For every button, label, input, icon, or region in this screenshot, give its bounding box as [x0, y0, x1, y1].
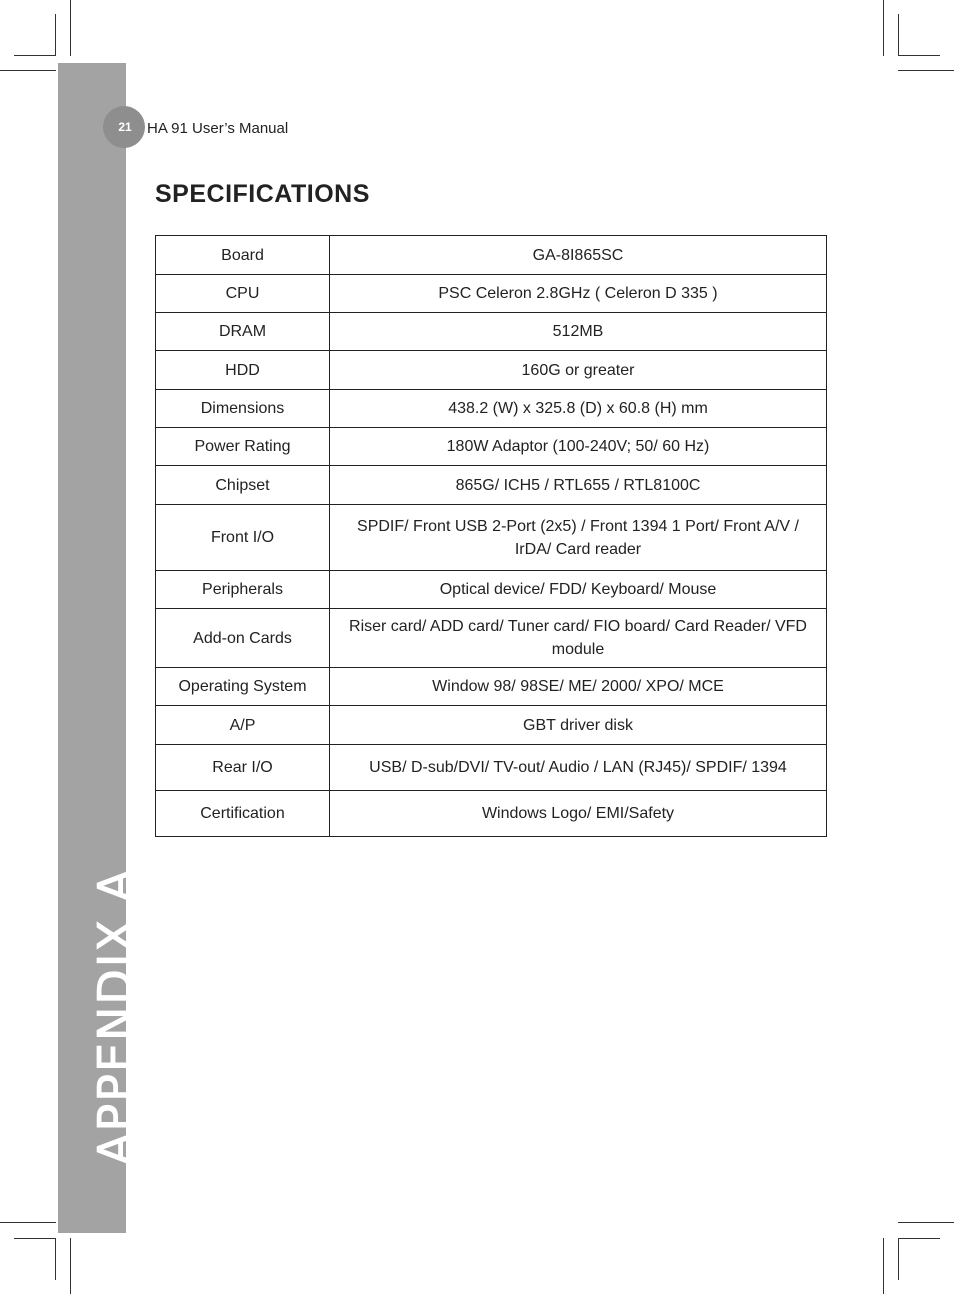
crop-mark	[898, 1222, 954, 1223]
spec-label: Add-on Cards	[156, 609, 330, 668]
crop-mark	[898, 1238, 899, 1280]
table-row	[156, 571, 827, 609]
spec-label: Rear I/O	[156, 745, 330, 791]
page-title: SPECIFICATIONS	[155, 180, 370, 208]
spec-value: 865G/ ICH5 / RTL655 / RTL8100C	[330, 466, 827, 505]
spec-label: Peripherals	[156, 571, 330, 609]
spec-value: 160G or greater	[330, 351, 827, 390]
spec-label: Power Rating	[156, 428, 330, 466]
crop-mark	[883, 0, 884, 56]
spec-label: Chipset	[156, 466, 330, 505]
page-number-badge: 21	[103, 106, 145, 148]
spec-value: Windows Logo/ EMI/Safety	[330, 791, 827, 837]
spec-value: PSC Celeron 2.8GHz ( Celeron D 335 )	[330, 275, 827, 313]
crop-mark	[898, 70, 954, 71]
spec-label: DRAM	[156, 313, 330, 351]
crop-mark	[55, 14, 56, 56]
crop-mark	[0, 70, 56, 71]
spec-value: SPDIF/ Front USB 2-Port (2x5) / Front 1394 1 Port/ Front A/V / IrDA/ Card reader	[330, 505, 827, 571]
table-row	[156, 390, 827, 428]
crop-mark	[898, 55, 940, 56]
spec-value: 438.2 (W) x 325.8 (D) x 60.8 (H) mm	[330, 390, 827, 428]
spec-label: A/P	[156, 706, 330, 745]
spec-value: USB/ D-sub/DVI/ TV-out/ Audio / LAN (RJ45)/ SPDIF/ 1394	[330, 745, 827, 791]
table-row	[156, 609, 827, 668]
crop-mark	[14, 55, 56, 56]
spec-value: 180W Adaptor (100-240V; 50/ 60 Hz)	[330, 428, 827, 466]
spec-value: 512MB	[330, 313, 827, 351]
spec-value: Optical device/ FDD/ Keyboard/ Mouse	[330, 571, 827, 609]
spec-label: Front I/O	[156, 505, 330, 571]
spec-value: GBT driver disk	[330, 706, 827, 745]
spec-label: Dimensions	[156, 390, 330, 428]
specifications-table	[155, 235, 827, 837]
table-row	[156, 505, 827, 571]
table-row	[156, 428, 827, 466]
manual-title: HA 91 User’s Manual	[147, 120, 289, 137]
table-row	[156, 791, 827, 837]
table-row	[156, 351, 827, 390]
table-row	[156, 236, 827, 275]
crop-mark	[898, 14, 899, 56]
table-row	[156, 706, 827, 745]
spec-label: Certification	[156, 791, 330, 837]
crop-mark	[70, 1238, 71, 1294]
appendix-label: APPENDIX A	[88, 867, 142, 1165]
crop-mark	[0, 1222, 56, 1223]
table-row	[156, 466, 827, 505]
crop-mark	[898, 1238, 940, 1239]
spec-label: CPU	[156, 275, 330, 313]
table-row	[156, 313, 827, 351]
crop-mark	[70, 0, 71, 56]
crop-mark	[55, 1238, 56, 1280]
spec-label: Board	[156, 236, 330, 275]
spec-value: GA-8I865SC	[330, 236, 827, 275]
spec-label: HDD	[156, 351, 330, 390]
table-row	[156, 275, 827, 313]
spec-value: Window 98/ 98SE/ ME/ 2000/ XPO/ MCE	[330, 668, 827, 706]
spec-value: Riser card/ ADD card/ Tuner card/ FIO board/ Card Reader/ VFD module	[330, 609, 827, 668]
table-row	[156, 745, 827, 791]
spec-label: Operating System	[156, 668, 330, 706]
crop-mark	[883, 1238, 884, 1294]
crop-mark	[14, 1238, 56, 1239]
table-row	[156, 668, 827, 706]
